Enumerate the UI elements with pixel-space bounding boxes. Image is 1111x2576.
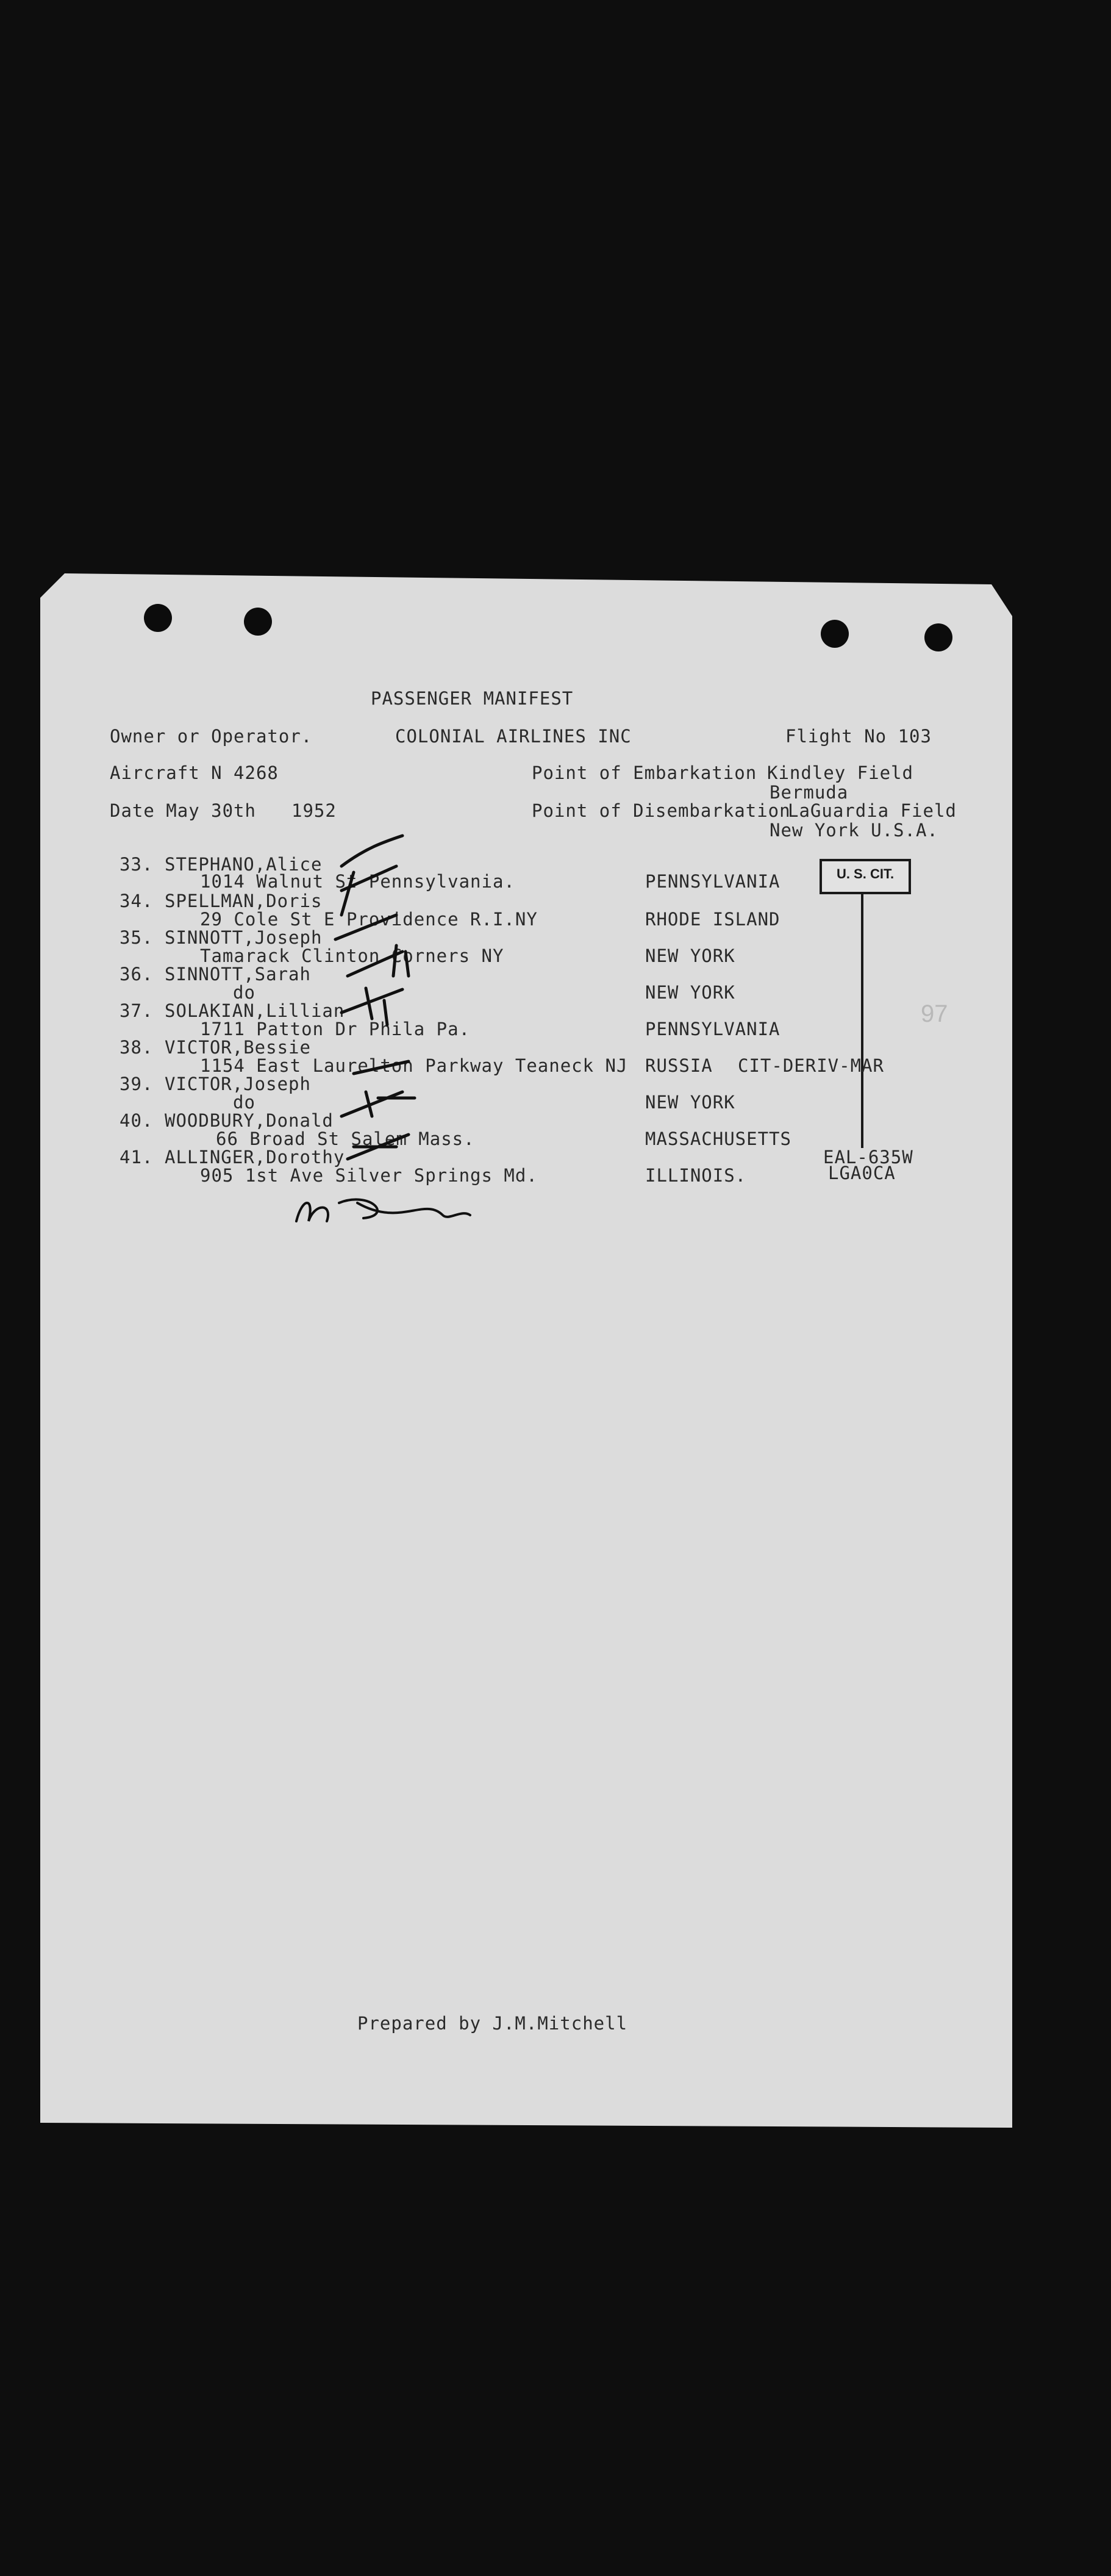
official-note-2: LGA0CA — [828, 1163, 896, 1183]
flight-number: Flight No 103 — [785, 726, 932, 747]
punch-hole — [244, 608, 272, 636]
passenger-name: VICTOR,Joseph — [165, 1074, 311, 1094]
official-note: EAL-635W — [823, 1147, 913, 1168]
us-citizen-stamp: U. S. CIT. — [820, 859, 911, 894]
passenger-name: WOODBURY,Donald — [165, 1110, 334, 1131]
embarkation-value: Kindley Field — [767, 762, 913, 783]
passenger-country: RHODE ISLAND — [645, 909, 781, 930]
passenger-address: 1014 Walnut St Pennsylvania. — [200, 871, 515, 892]
passenger-country: ILLINOIS. — [645, 1165, 747, 1186]
owner-value: COLONIAL AIRLINES INC — [395, 726, 632, 747]
passenger-name: ALLINGER,Dorothy — [165, 1147, 345, 1168]
passenger-num: 35. — [120, 927, 154, 948]
embarkation-value-2: Bermuda — [770, 782, 849, 803]
passenger-country: NEW YORK — [645, 982, 735, 1003]
passenger-address: 905 1st Ave Silver Springs Md. — [200, 1165, 538, 1186]
embarkation-label: Point of Embarkation — [532, 762, 757, 783]
margin-note: 97 — [921, 1000, 948, 1027]
passenger-address: 29 Cole St E Providence R.I.NY — [200, 909, 538, 930]
punch-hole — [924, 623, 952, 651]
passenger-name: SOLAKIAN,Lillian — [165, 1000, 345, 1021]
passenger-name: SINNOTT,Sarah — [165, 964, 311, 985]
disembarkation-value-2: New York U.S.A. — [770, 820, 938, 841]
disembarkation-value: LaGuardia Field — [788, 800, 957, 821]
passenger-country: PENNSYLVANIA — [645, 1019, 781, 1039]
bracket-line — [861, 892, 863, 1148]
signature — [290, 1191, 473, 1233]
citizenship-note: CIT-DERIV-MAR — [738, 1055, 884, 1076]
passenger-num: 33. — [120, 854, 154, 875]
passenger-name: VICTOR,Bessie — [165, 1037, 311, 1058]
passenger-country: NEW YORK — [645, 945, 735, 966]
passenger-num: 34. — [120, 891, 154, 911]
passenger-country: PENNSYLVANIA — [645, 871, 781, 892]
passenger-country: NEW YORK — [645, 1092, 735, 1113]
passenger-num: 37. — [120, 1000, 154, 1021]
prepared-by: Prepared by J.M.Mitchell — [357, 2013, 628, 2034]
passenger-country: MASSACHUSETTS — [645, 1128, 791, 1149]
disembarkation-label: Point of Disembarkation — [532, 800, 791, 821]
punch-hole — [144, 604, 172, 632]
handwritten-marks — [329, 830, 439, 1171]
page-title: PASSENGER MANIFEST — [371, 688, 574, 709]
passenger-num: 39. — [120, 1074, 154, 1094]
passenger-name: SPELLMAN,Doris — [165, 891, 323, 911]
passenger-address: do — [233, 1092, 255, 1113]
punch-hole — [821, 620, 849, 648]
passenger-num: 40. — [120, 1110, 154, 1131]
passenger-num: 38. — [120, 1037, 154, 1058]
year: 1952 — [291, 800, 337, 821]
date: Date May 30th — [110, 800, 256, 821]
owner-label: Owner or Operator. — [110, 726, 313, 747]
passenger-name: STEPHANO,Alice — [165, 854, 323, 875]
passenger-name: SINNOTT,Joseph — [165, 927, 323, 948]
passenger-address: do — [233, 982, 255, 1003]
passenger-num: 41. — [120, 1147, 154, 1168]
aircraft: Aircraft N 4268 — [110, 762, 279, 783]
passenger-country: RUSSIA — [645, 1055, 713, 1076]
passenger-address: 66 Broad St Salem Mass. — [216, 1128, 475, 1149]
passenger-num: 36. — [120, 964, 154, 985]
passenger-address: 1711 Patton Dr Phila Pa. — [200, 1019, 471, 1039]
passenger-address: 1154 East Laurelton Parkway Teaneck NJ — [200, 1055, 628, 1076]
passenger-address: Tamarack Clinton Corners NY — [200, 945, 504, 966]
